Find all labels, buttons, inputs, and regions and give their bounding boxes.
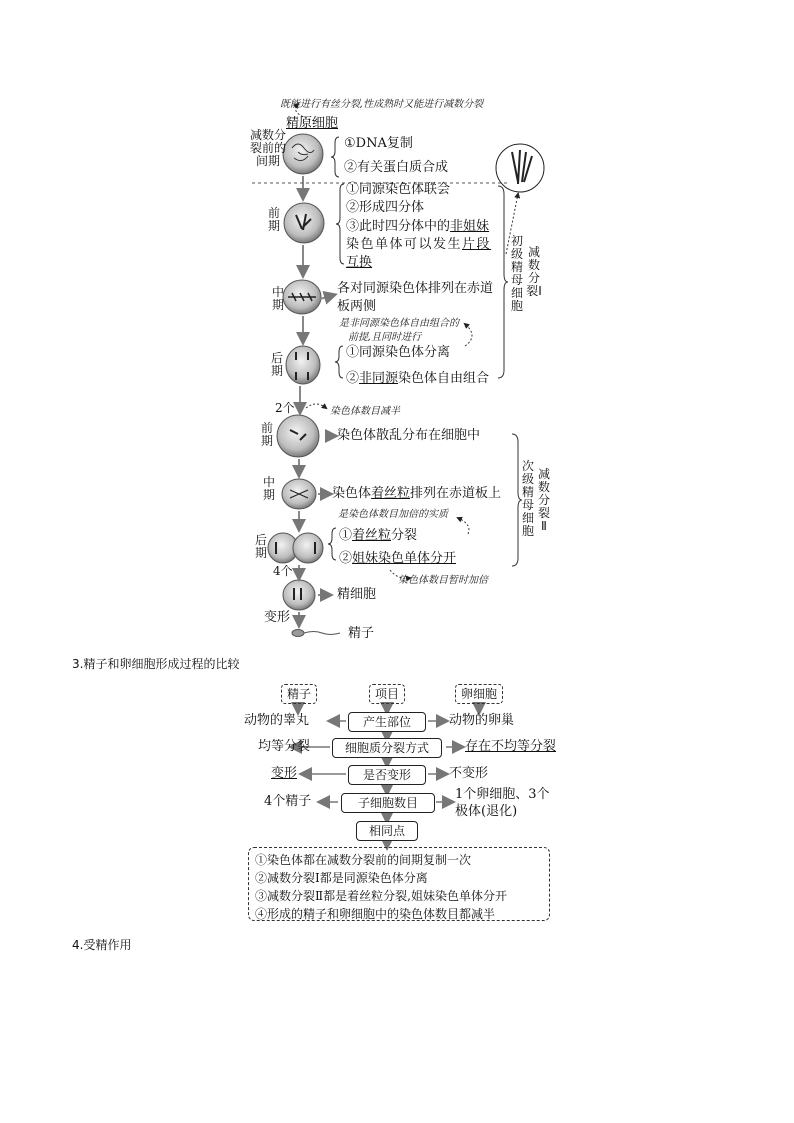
- cell-m2-anaphase: [268, 533, 323, 563]
- m1-prophase-item-2: ②形成四分体: [346, 200, 425, 215]
- m1-anaphase-item-2-underline: 非同源: [359, 371, 399, 386]
- m1-anaphase-label: 后期: [270, 351, 283, 378]
- four-cells-label: 4个: [273, 564, 293, 578]
- m2-prophase-label: 前期: [260, 421, 273, 448]
- column-sperm: 精子: [281, 684, 317, 704]
- m2-anaphase-item-2-underline: 姐妹染色单体分开: [352, 551, 457, 566]
- interphase-item-1: ①DNA复制: [344, 136, 413, 151]
- column-item: 项目: [369, 684, 405, 704]
- row-2-sperm: 均等分裂: [258, 739, 311, 754]
- column-egg: 卵细胞: [455, 684, 503, 704]
- chromosome-pair-illustration: [496, 144, 544, 192]
- common-point-2: ②减数分裂Ⅰ都是同源染色体分离: [255, 871, 428, 885]
- m2-note: 是染色体数目加倍的实质: [338, 509, 448, 520]
- m2-metaphase-label: 中期: [262, 475, 275, 502]
- m2-anaphase-item-2-pre: ②: [339, 551, 353, 566]
- m1-prophase-label: 前期: [267, 206, 280, 233]
- m1-anaphase-item-2: [346, 371, 489, 387]
- m2-anaphase-item-1: [339, 528, 417, 544]
- interphase-label: 减数分裂前的间期: [249, 128, 286, 168]
- cell-m1-prophase: [284, 203, 324, 243]
- m2-metaphase-text: [332, 486, 501, 502]
- m2-metaphase-underline: 着丝粒: [371, 486, 411, 501]
- section-4-heading: 4.受精作用: [72, 938, 132, 952]
- m2-bracket-right-label: 减数分裂Ⅱ: [537, 467, 550, 533]
- m1-prophase-item-3-line-1: [346, 219, 489, 235]
- cell-spermatogonium: [283, 134, 323, 174]
- spermatid-label: 精细胞: [337, 587, 377, 602]
- m1-anaphase-item-1: ①同源染色体分离: [346, 345, 451, 360]
- m1-metaphase-label: 中期: [271, 285, 284, 312]
- m1-metaphase-text-1: 各对同源染色体排列在赤道: [337, 281, 494, 296]
- m1-prophase-item-3-text-2: 染色单体可以发生: [346, 237, 463, 252]
- m2-prophase-text: 染色体散乱分布在细胞中: [337, 428, 481, 443]
- m1-prophase-item-3-underline-2: 片段: [462, 237, 492, 252]
- sperm-label: 精子: [348, 626, 375, 641]
- spermatogonium-label: 精原细胞: [286, 116, 339, 131]
- cell-m1-metaphase: [283, 280, 321, 314]
- m1-anaphase-item-2-post: 染色体自由组合: [398, 371, 490, 386]
- m1-prophase-item-3-line-3: 互换: [346, 255, 373, 270]
- row-4-sperm: 4个精子: [264, 794, 312, 809]
- m1-bracket-left-label: 初级精母细胞: [510, 234, 523, 313]
- row-4-egg-line-1: 1个卵细胞、3个: [455, 787, 550, 802]
- m2-anaphase-item-1-post: 分裂: [391, 528, 418, 543]
- row-3-sperm: 变形: [271, 766, 298, 781]
- m1-anaphase-item-2-pre: ②: [346, 371, 360, 386]
- cell-m1-anaphase: [286, 346, 320, 384]
- common-point-3: ③减数分裂Ⅱ都是着丝粒分裂,姐妹染色单体分开: [255, 889, 507, 903]
- m2-anaphase-item-1-pre: ①: [339, 528, 353, 543]
- m2-metaphase-post: 排列在赤道板上: [410, 486, 502, 501]
- row-2-egg: 存在不均等分裂: [465, 739, 557, 754]
- m1-note-2: 前提,且同时进行: [348, 332, 422, 343]
- m1-bracket-right-label: 减数分裂Ⅰ: [526, 245, 542, 298]
- m2-bracket-left-label: 次级精母细胞: [521, 459, 534, 538]
- row-1-egg: 动物的卵巢: [449, 713, 515, 728]
- m1-metaphase-text-2: 板两侧: [337, 299, 377, 314]
- m1-prophase-item-3-text-1: ③此时四分体中的: [346, 219, 451, 234]
- common-points-list: [248, 847, 550, 921]
- cell-m2-metaphase: [282, 479, 316, 509]
- row-3-item: 是否变形: [348, 765, 426, 785]
- row-1-item: 产生部位: [348, 712, 426, 732]
- transform-label: 变形: [264, 610, 291, 625]
- m1-note-1: 是非同源染色体自由组合的: [339, 318, 459, 329]
- row-1-sperm: 动物的睾丸: [244, 713, 310, 728]
- common-point-4: ④形成的精子和卵细胞中的染色体数目都减半: [255, 907, 496, 921]
- cell-sperm: [292, 630, 340, 637]
- m1-prophase-item-3-line-2: [346, 237, 491, 253]
- spermatogonium-note: 既能进行有丝分裂,性成熟时又能进行减数分裂: [280, 99, 484, 110]
- section-3-heading: 3.精子和卵细胞形成过程的比较: [72, 657, 240, 671]
- m2-anaphase-label: 后期: [254, 533, 267, 560]
- m2-metaphase-pre: 染色体: [332, 486, 372, 501]
- common-label: 相同点: [356, 821, 418, 841]
- cell-spermatid: [283, 580, 315, 610]
- two-cells-note: 染色体数目减半: [330, 406, 400, 417]
- m2-anaphase-item-2: [339, 551, 456, 567]
- row-4-egg-line-2: 极体(退化): [455, 804, 518, 819]
- two-cells-label: 2个: [275, 401, 295, 415]
- row-3-egg: 不变形: [449, 766, 489, 781]
- m1-prophase-item-1: ①同源染色体联会: [346, 182, 451, 197]
- cell-m2-prophase: [277, 415, 319, 457]
- common-point-1: ①染色体都在减数分裂前的间期复制一次: [255, 853, 472, 867]
- m2-anaphase-note: 染色体数目暂时加倍: [398, 575, 488, 586]
- m2-anaphase-item-1-underline: 着丝粒: [352, 528, 392, 543]
- row-2-item: 细胞质分裂方式: [332, 738, 442, 758]
- m1-prophase-item-3-underline-1: 非姐妹: [450, 219, 490, 234]
- interphase-item-2: ②有关蛋白质合成: [344, 160, 449, 175]
- row-4-item: 子细胞数目: [341, 793, 435, 813]
